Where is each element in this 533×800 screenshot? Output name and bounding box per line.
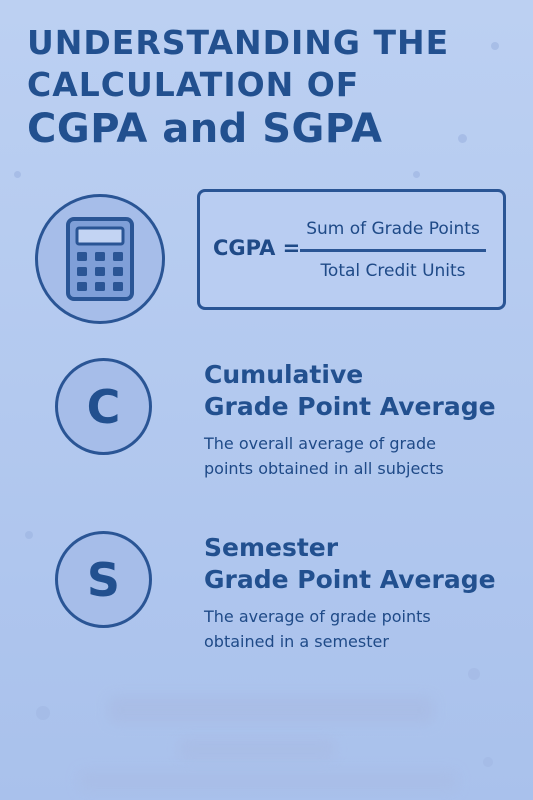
decorative-dot: [483, 757, 493, 767]
cumulative-desc-line-1: The overall average of grade: [204, 434, 436, 453]
page-title: [27, 23, 507, 152]
cumulative-heading-line-2: Grade Point Average: [204, 392, 496, 421]
title-line-1: UNDERSTANDING THE: [27, 23, 450, 62]
decorative-dot: [413, 171, 420, 178]
cgpa-formula-box: [197, 189, 506, 310]
semester-heading: [204, 532, 496, 596]
semester-heading-line-2: Grade Point Average: [204, 565, 496, 594]
fraction-bar: [300, 249, 486, 252]
letter-c: C: [86, 379, 121, 434]
calculator-badge: [35, 194, 165, 324]
decorative-blur-bar: [108, 696, 434, 724]
title-line-2: CALCULATION OF: [27, 65, 360, 104]
semester-desc-line-1: The average of grade points: [204, 607, 431, 626]
decorative-dot: [468, 668, 480, 680]
cumulative-heading-line-1: Cumulative: [204, 360, 364, 389]
cumulative-desc-line-2: points obtained in all subjects: [204, 459, 444, 478]
semester-letter-badge: [55, 531, 152, 628]
formula-denominator: Total Credit Units: [320, 261, 466, 281]
formula-label: CGPA =: [213, 236, 301, 260]
letter-s: S: [86, 552, 121, 607]
calculator-icon: [66, 217, 134, 301]
semester-desc-line-2: obtained in a semester: [204, 632, 389, 651]
decorative-blur-bar: [178, 738, 336, 760]
decorative-dot: [14, 171, 21, 178]
title-line-3: CGPA and SGPA: [27, 106, 383, 152]
cumulative-description: [204, 431, 444, 481]
decorative-dot: [36, 706, 50, 720]
cumulative-letter-badge: [55, 358, 152, 455]
semester-description: [204, 604, 431, 654]
formula-numerator: Sum of Grade Points: [306, 219, 480, 239]
semester-heading-line-1: Semester: [204, 533, 339, 562]
decorative-blur-bar: [78, 770, 458, 792]
cumulative-heading: [204, 359, 496, 423]
decorative-dot: [25, 531, 33, 539]
